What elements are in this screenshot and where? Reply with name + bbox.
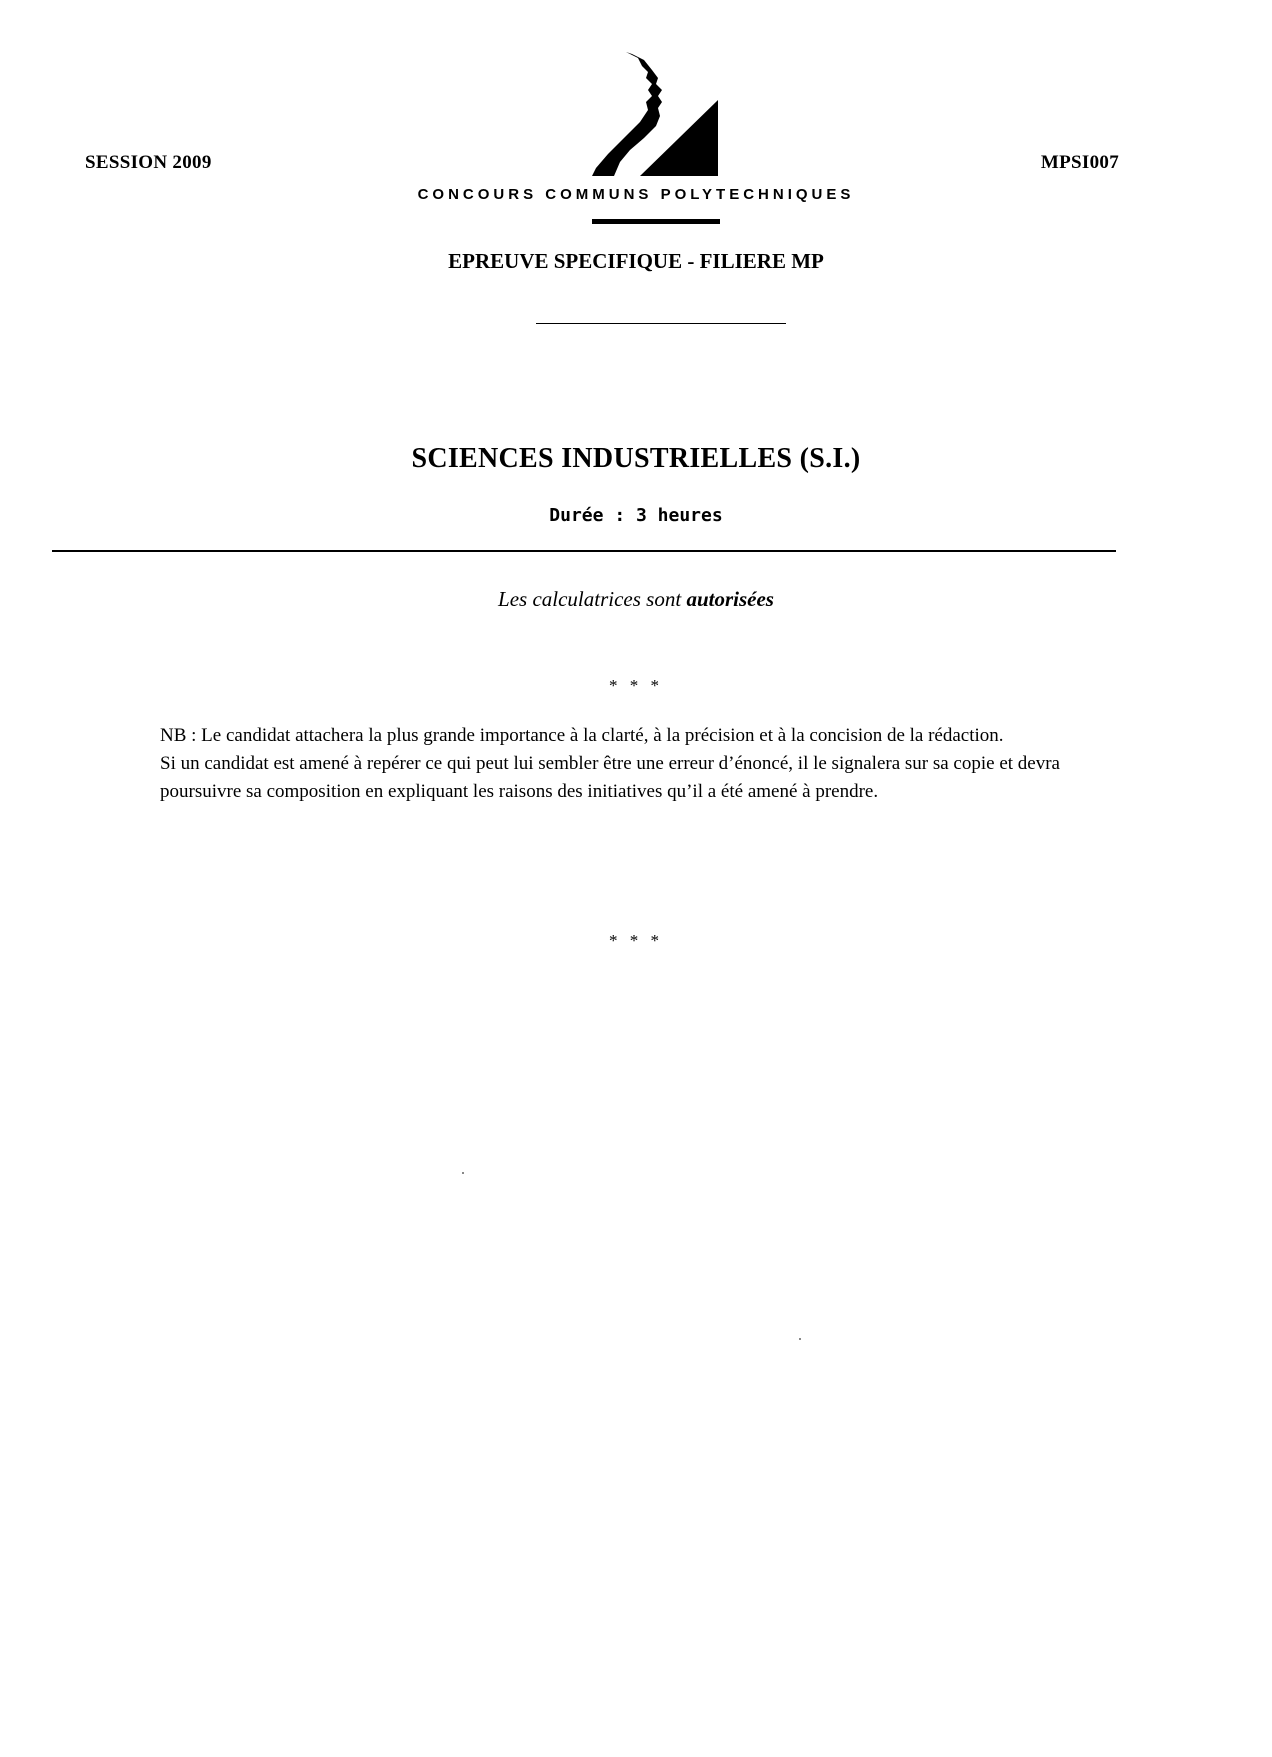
calculator-notice-prefix: Les calculatrices sont: [498, 587, 682, 611]
subject-title: SCIENCES INDUSTRIELLES (S.I.): [411, 443, 861, 474]
calculator-notice: [0, 587, 1272, 612]
title-divider: [52, 550, 1116, 552]
exam-type: EPREUVE SPECIFIQUE - FILIERE MP: [448, 249, 824, 273]
scan-speck: [462, 1172, 464, 1174]
separator-top: * * *: [609, 676, 663, 695]
instructions-block: [160, 722, 1090, 806]
separator-bottom: * * *: [609, 931, 663, 950]
instruction-paragraph-1: NB : Le candidat attachera la plus grande importance à la clarté, à la précision et à la concision de la rédaction.: [160, 725, 1004, 746]
session-label: SESSION 2009: [85, 152, 212, 173]
organization-name: CONCOURS COMMUNS POLYTECHNIQUES: [417, 186, 855, 203]
exam-code: MPSI007: [1040, 152, 1119, 173]
instruction-paragraph-2: Si un candidat est amené à repérer ce qui peut lui sembler être une erreur d’énoncé, il le signalera sur sa copie et devra poursuivre sa composition en expliquant les raisons des initiatives qu’il a été amené à prendre.: [160, 753, 1060, 802]
organization-underline: [592, 219, 720, 224]
calculator-notice-emphasis: autorisées: [686, 587, 774, 611]
ccp-profile-logo-icon: [590, 50, 730, 180]
header-divider: [536, 323, 786, 324]
exam-duration: Durée : 3 heures: [549, 505, 723, 526]
scan-speck: [799, 1338, 801, 1340]
